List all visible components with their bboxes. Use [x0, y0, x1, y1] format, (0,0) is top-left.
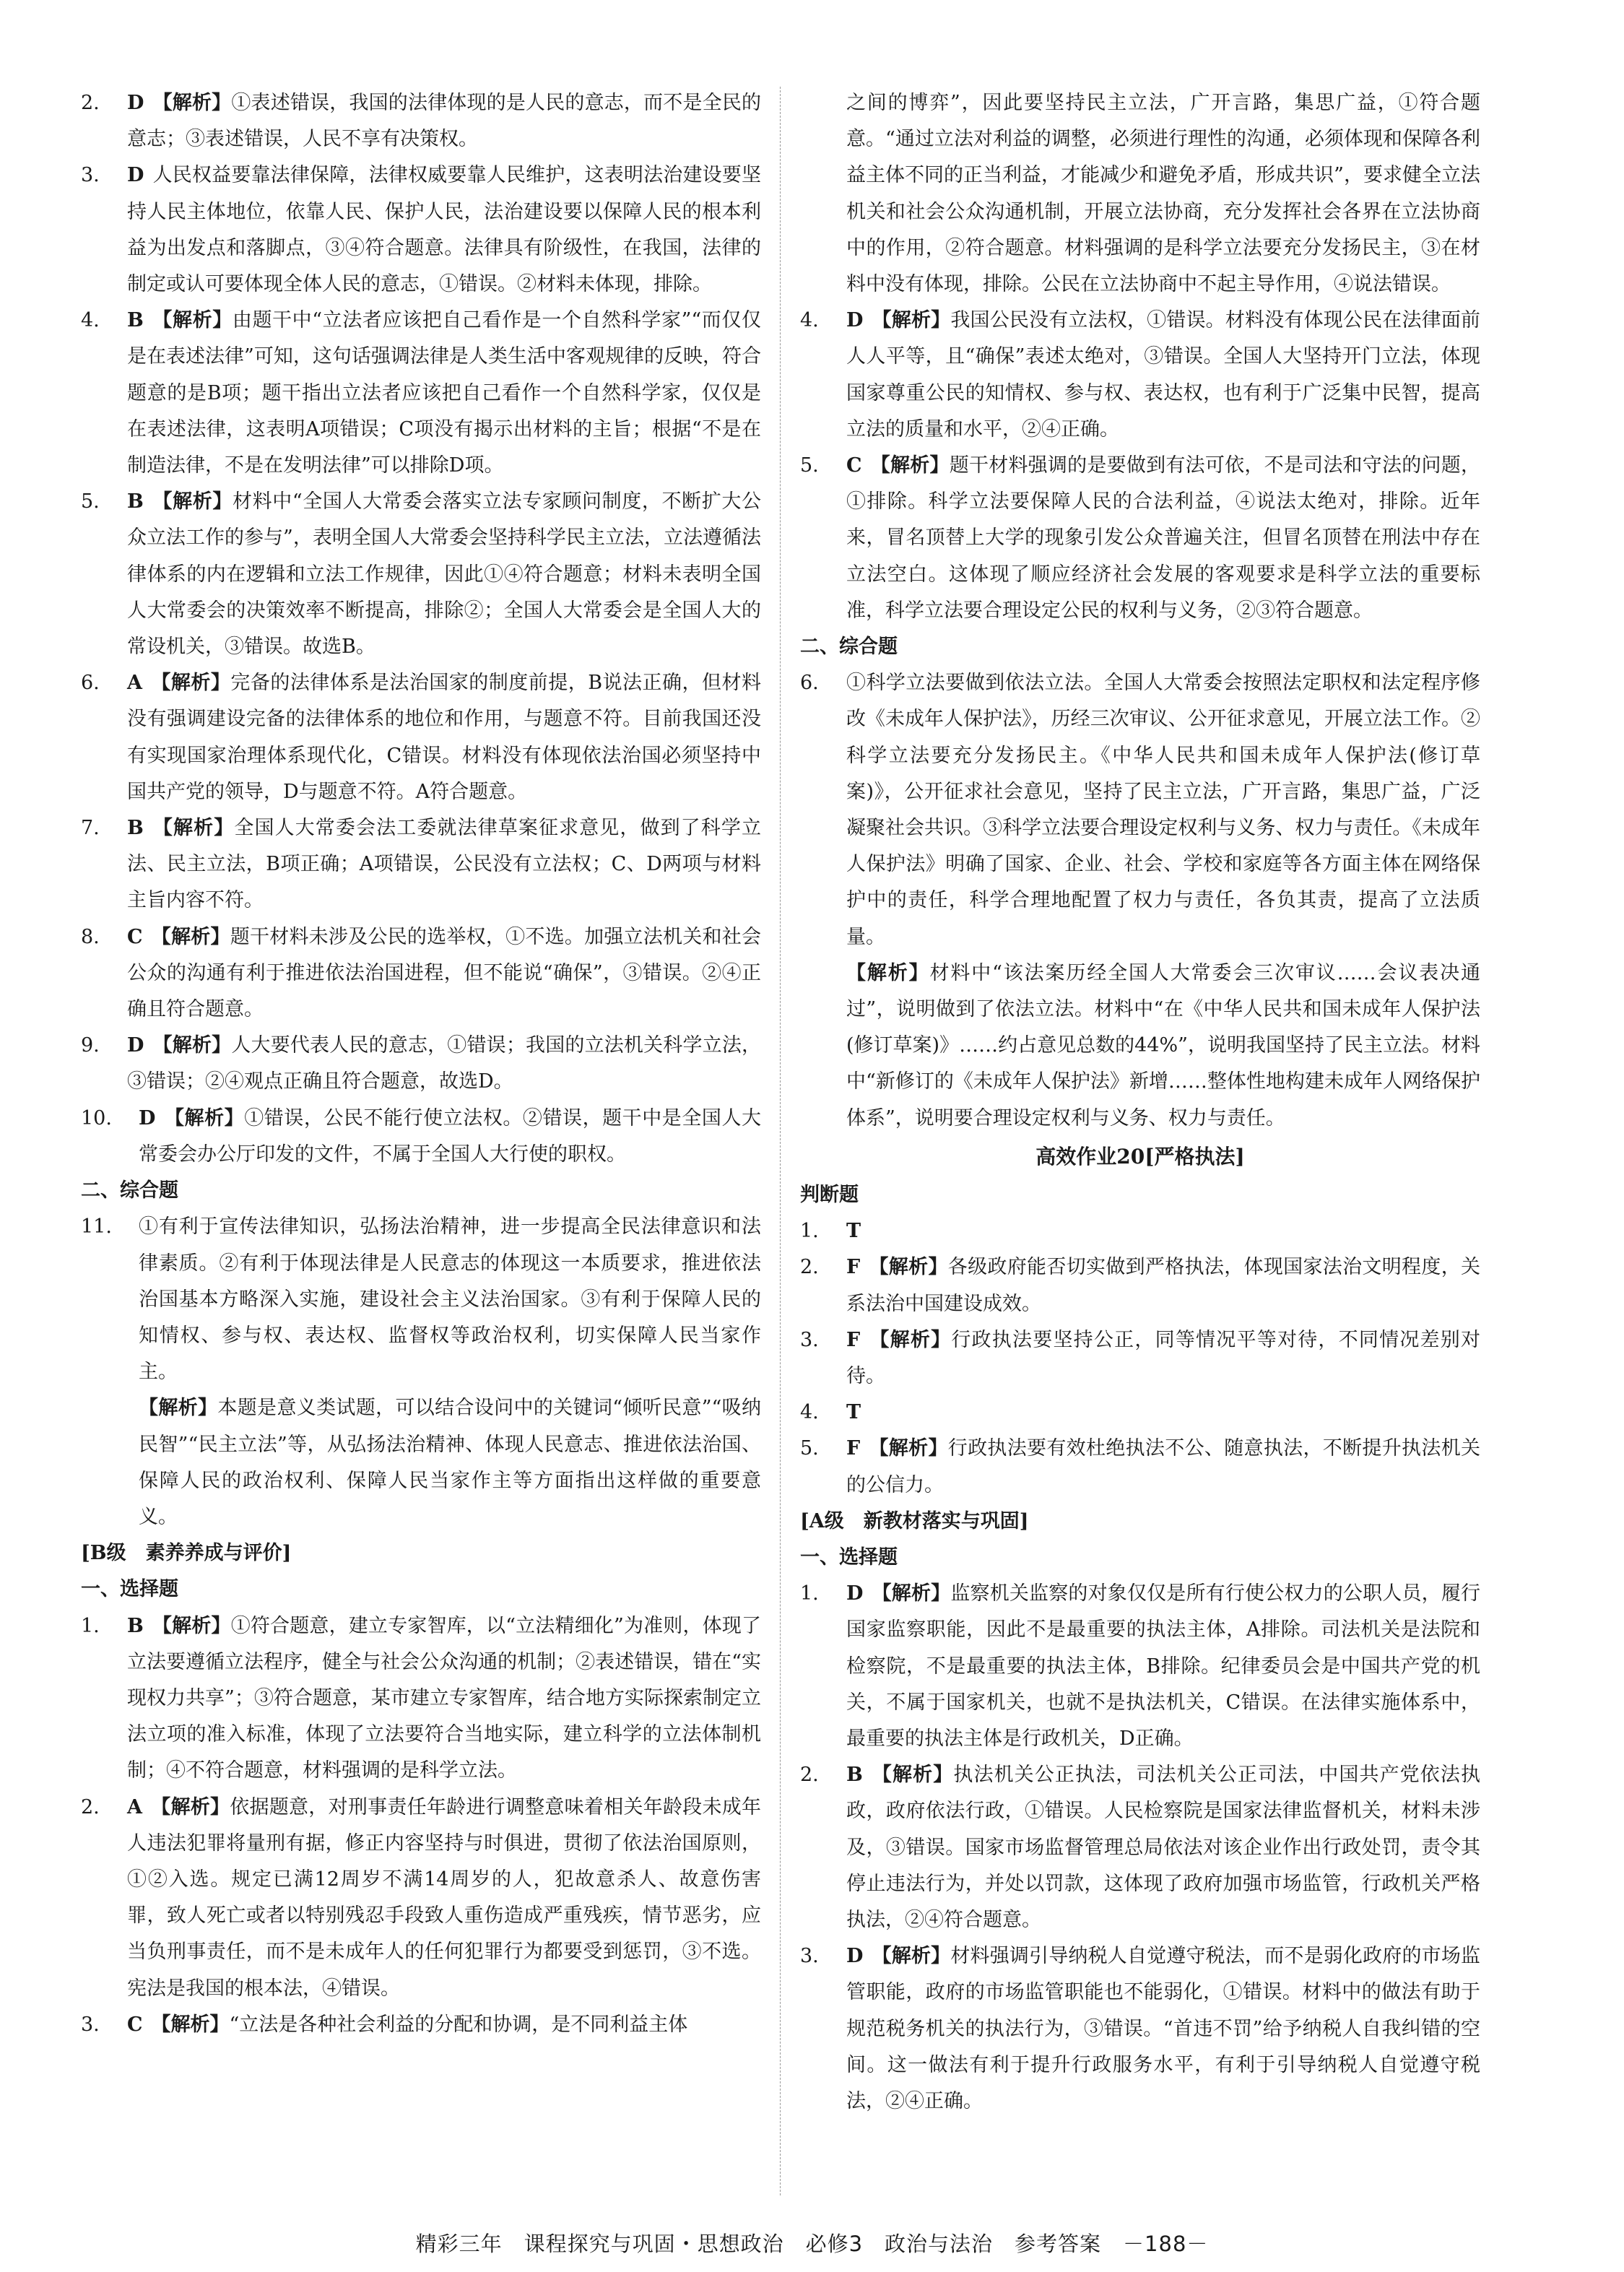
analysis-tag: 【解析】	[150, 672, 231, 695]
answer-item	[800, 1249, 1480, 1322]
answer-letter: B	[127, 817, 144, 840]
answer-item	[800, 1938, 1480, 2120]
answer-letter: F	[846, 1256, 861, 1279]
section-heading: 二、综合题	[800, 636, 898, 659]
answer-item	[81, 665, 761, 810]
answer-item	[800, 1213, 1480, 1249]
answer-item	[81, 919, 761, 1028]
item-number: 1.	[81, 1614, 100, 1637]
analysis-text: 人大要代表人民的意志，①错误；我国的立法机关科学立法，③错误；②④观点正确且符合题意，故选D。	[127, 1034, 762, 1093]
item-number: 5.	[800, 454, 819, 477]
analysis-text: 全国人大常委会法工委就法律草案征求意见，做到了科学立法、民主立法，B项正确；A项错误，公民没有立法权；C、D两项与材料主旨内容不符。	[127, 817, 762, 912]
analysis-text: ①表述错误，我国的法律体现的是人民的意志，而不是全民的意志；③表述错误，人民不享有决策权。	[127, 92, 762, 151]
level-heading	[81, 1535, 761, 1571]
item-number: 3.	[800, 1328, 819, 1351]
answer-item	[81, 303, 761, 484]
answer-letter: C	[127, 2013, 143, 2036]
item-number: 3.	[81, 2013, 100, 2036]
answer-letter: D	[127, 1034, 144, 1057]
analysis-text: 行政执法要坚持公正，同等情况平等对待，不同情况差别对待。	[846, 1328, 1481, 1387]
analysis-text: 各级政府能否切实做到严格执法，体现国家法治文明程度，关系法治中国建设成效。	[846, 1256, 1481, 1315]
level-code: [B级	[81, 1542, 126, 1565]
analysis-tag: 【解析】	[871, 1764, 954, 1787]
analysis-tag: 【解析】	[872, 1945, 951, 1968]
left-column	[81, 85, 761, 2043]
section-heading: 一、选择题	[800, 1545, 898, 1569]
analysis-tag: 【解析】	[139, 1397, 218, 1420]
answer-item	[800, 1431, 1480, 1503]
answer-item	[81, 157, 761, 303]
analysis-text: 材料中“该法案历经全国人大常委会三次审议……会议表决通过”，说明做到了依法立法。材料中“在《中华人民共和国未成年人保护法(修订草案)》……约占意见总数的44%”，说明我国坚持了民主立法。材料中“新修订的《未成年人保护法》新增……整体性地构建未成年人网络保护体系”，说明要合理设定权利与义务、权力与责任。	[846, 961, 1480, 1130]
analysis-tag: 【解析】	[152, 92, 232, 114]
analysis-text: 题干材料未涉及公民的选举权，①不选。加强立法机关和社会公众的沟通有利于推进依法治国进程，但不能说“确保”，③错误。②④正确且符合题意。	[127, 925, 762, 1021]
analysis-text: ①错误，公民不能行使立法权。②错误，题干中是全国人大常委会办公厅印发的文件，不属于全国人大行使的职权。	[139, 1106, 762, 1166]
homework-title: 高效作业20[严格执法]	[1035, 1144, 1245, 1168]
analysis-text: 本题是意义类试题，可以结合设问中的关键词“倾听民意”“吸纳民智”“民主立法”等，从弘扬法治精神、体现人民意志、推进依法治国、保障人民的政治权利、保障人民当家作主等方面指出这样做的重要意义。	[139, 1397, 761, 1528]
analysis-tag: 【解析】	[150, 1795, 230, 1818]
item-number: 2.	[81, 92, 100, 114]
answer-item	[81, 1101, 761, 1173]
section-heading: 二、综合题	[81, 1179, 178, 1202]
analysis-text: 材料强调引导纳税人自觉遵守税法，而不是弱化政府的市场监管职能，政府的市场监管职能也不能弱化，①错误。材料中的做法有助于规范税务机关的执法行为，③错误。“首违不罚”给予纳税人自我纠错的空间。这一做法有利于提升行政服务水平，有利于引导纳税人自觉遵守税法，②④正确。	[846, 1945, 1481, 2112]
answer-item	[800, 1576, 1480, 1757]
analysis-tag: 【解析】	[846, 961, 930, 984]
answer-letter: T	[846, 1220, 861, 1243]
item-number: 5.	[81, 490, 100, 513]
answer-letter: C	[127, 925, 143, 948]
analysis-tag: 【解析】	[870, 454, 950, 477]
item-number: 6.	[81, 672, 100, 695]
analysis-text: 执法机关公正执法，司法机关公正司法，中国共产党依法执政，政府依法行政，①错误。人民检察院是国家法律监督机关，材料未涉及，③错误。国家市场监督管理总局依法对该企业作出行政处罚，责令其停止违法行为，并处以罚款，这体现了政府加强市场监管，行政机关严格执法，②④符合题意。	[846, 1764, 1481, 1931]
level-label: 素养养成与评价]	[145, 1542, 292, 1565]
section-heading: 判断题	[800, 1183, 859, 1206]
answer-item	[81, 810, 761, 919]
analysis-text: ①符合题意，建立专家智库，以“立法精细化”为准则，体现了立法要遵循立法程序，健全与社会公众沟通的机制；②表述错误，错在“实现权力共享”；③符合题意，某市建立专家智库，结合地方实际探索制定立法立项的准入标准，体现了立法要符合当地实际，建立科学的立法体制机制；④不符合题意，材料强调的是科学立法。	[127, 1614, 762, 1782]
analysis-tag: 【解析】	[872, 309, 951, 332]
answer-letter: D	[846, 1945, 864, 1968]
item-number: 3.	[81, 164, 100, 187]
level-label: 新教材落实与巩固]	[863, 1509, 1029, 1532]
item-number: 3.	[800, 1945, 819, 1968]
answer-item	[800, 448, 1480, 629]
answer-letter: F	[846, 1437, 861, 1460]
analysis-tag: 【解析】	[869, 1437, 948, 1460]
analysis-tag: 【解析】	[152, 817, 235, 840]
answer-letter: D	[139, 1106, 156, 1130]
answer-letter: D	[127, 164, 144, 187]
item-number: 6.	[800, 672, 819, 695]
item-number: 10.	[81, 1106, 112, 1130]
analysis-text: “立法是各种社会利益的分配和协调，是不同利益主体	[229, 2013, 688, 2036]
answer-item	[800, 303, 1480, 448]
analysis-text: 人民权益要靠法律保障，法律权威要靠人民维护，这表明法治建设要坚持人民主体地位，依靠人民、保护人民，法治建设要以保障人民的根本利益为出发点和落脚点，③④符合题意。法律具有阶级性，在我国，法律的制定或认可要体现全体人民的意志，①错误。②材料未体现，排除。	[127, 164, 761, 296]
item-number: 4.	[800, 309, 819, 332]
analysis-text: 由题干中“立法者应该把自己看作是一个自然科学家”“而仅仅是在表述法律”可知，这句话强调法律是人类生活中客观规律的反映，符合题意的是B项；题干指出立法者应该把自己看作一个自然科学家，仅仅是在表述法律，这表明A项错误；C项没有揭示出材料的主旨；根据“不是在制造法律，不是在发明法律”可以排除D项。	[127, 309, 761, 477]
answer-item	[81, 1028, 761, 1100]
answer-letter: B	[127, 1614, 144, 1637]
answer-letter: B	[846, 1764, 863, 1787]
analysis-tag: 【解析】	[872, 1582, 951, 1605]
analysis-text: ①科学立法要做到依法立法。全国人大常委会按照法定职权和法定程序修改《未成年人保护法》，历经三次审议、公开征求意见，开展立法工作。②科学立法要充分发扬民主。《中华人民共和国未成年人保护法(修订草案)》，公开征求社会意见，坚持了民主立法，广开言路，集思广益，广泛凝聚社会共识。③科学立法要合理设定权利与义务、权力与责任。《未成年人保护法》明确了国家、企业、社会、学校和家庭等各方面主体在网络保护中的责任，科学合理地配置了权力与责任，各负其责，提高了立法质量。	[846, 672, 1480, 948]
item-number: 4.	[81, 309, 100, 332]
item-number: 7.	[81, 817, 100, 840]
item-number: 2.	[800, 1764, 819, 1787]
analysis-tag: 【解析】	[152, 1614, 231, 1637]
answer-letter: A	[127, 672, 142, 695]
item-number: 4.	[800, 1401, 819, 1424]
answer-item	[800, 1395, 1480, 1431]
analysis-note	[800, 85, 1480, 303]
item-number: 1.	[800, 1582, 819, 1605]
answer-letter: B	[127, 490, 144, 513]
answer-item	[81, 484, 761, 665]
analysis-text: ①有利于宣传法律知识，弘扬法治精神，进一步提高全民法律意识和法律素质。②有利于体现法律是人民意志的体现这一本质要求，推进依法治国基本方略深入实施，建设社会主义法治国家。③有利于保障人民的知情权、参与权、表达权、监督权等政治权利，切实保障人民当家作主。	[139, 1215, 761, 1384]
analysis-tag: 【解析】	[869, 1328, 952, 1351]
level-heading	[800, 1504, 1480, 1540]
analysis-tag: 【解析】	[869, 1256, 948, 1279]
analysis-tag: 【解析】	[164, 1106, 245, 1130]
analysis-text: 完备的法律体系是法治国家的制度前提，B说法正确，但材料没有强调建设完备的法律体系的地位和作用，与题意不符。目前我国还没有实现国家治理体系现代化，C错误。材料没有体现依法治国必须坚持中国共产党的领导，D与题意不符。A符合题意。	[127, 672, 761, 803]
answer-letter: D	[846, 1582, 864, 1605]
answer-item	[800, 1322, 1480, 1395]
answer-letter: D	[127, 92, 144, 114]
item-number: 5.	[800, 1437, 819, 1460]
analysis-text: 我国公民没有立法权，①错误。材料没有体现公民在法律面前人人平等，且“确保”表述太绝对，③错误。全国人大坚持开门立法，体现国家尊重公民的知情权、参与权、表达权，也有利于广泛集中民智，提高立法的质量和水平，②④正确。	[846, 309, 1481, 441]
analysis-text: 之间的博弈”，因此要坚持民主立法，广开言路，集思广益，①符合题意。“通过立法对利益的调整，必须进行理性的沟通，必须体现和保障各利益主体不同的正当利益，才能减少和避免矛盾，形成共识”，要求健全立法机关和社会公众沟通机制，开展立法协商，充分发挥社会各界在立法协商中的作用，②符合题意。材料强调的是科学立法要充分发扬民主，③在材料中没有体现，排除。公民在立法协商中不起主导作用，④说法错误。	[846, 92, 1480, 296]
answer-letter: B	[127, 309, 144, 332]
answer-item	[81, 1790, 761, 2007]
analysis-tag: 【解析】	[152, 490, 233, 513]
analysis-tag: 【解析】	[152, 309, 233, 332]
answer-letter: C	[846, 454, 862, 477]
answer-item	[81, 85, 761, 157]
page-footer: 精彩三年 课程探究与巩固・思想政治 必修3 政治与法治 参考答案 －188－	[415, 2232, 1209, 2256]
analysis-note	[81, 1390, 761, 1535]
item-number: 9.	[81, 1034, 100, 1057]
item-number: 8.	[81, 925, 100, 948]
analysis-text: 依据题意，对刑事责任年龄进行调整意味着相关年龄段未成年人违法犯罪将量刑有据，修正内容坚持与时俱进，贯彻了依法治国原则，①②入选。规定已满12周岁不满14周岁的人，犯故意杀人、故意伤害罪，致人死亡或者以特别残忍手段致人重伤造成严重残疾，情节恶劣，应当负刑事责任，而不是未成年人的任何犯罪行为都要受到惩罚，③不选。宪法是我国的根本法，④错误。	[127, 1795, 762, 2000]
answer-letter: T	[846, 1401, 861, 1424]
analysis-tag: 【解析】	[151, 2013, 230, 2036]
item-number: 11.	[81, 1215, 112, 1239]
right-column	[800, 85, 1480, 2120]
item-number: 2.	[800, 1256, 819, 1279]
analysis-text: 行政执法要有效杜绝执法不公、随意执法，不断提升执法机关的公信力。	[846, 1437, 1481, 1496]
answer-item	[800, 1757, 1480, 1938]
answer-item	[81, 2007, 761, 2043]
item-number: 2.	[81, 1795, 100, 1818]
answer-letter: F	[846, 1328, 861, 1351]
answer-letter: D	[846, 309, 864, 332]
section-heading: 一、选择题	[81, 1578, 178, 1601]
answer-item	[800, 665, 1480, 955]
analysis-text: 监察机关监察的对象仅仅是所有行使公权力的公职人员，履行国家监察职能，因此不是最重要的执法主体，A排除。司法机关是法院和检察院，不是最重要的执法主体，B排除。纪律委员会是中国共产党的机关，不属于国家机关，也就不是执法机关，C错误。在法律实施体系中，最重要的执法主体是行政机关，D正确。	[846, 1582, 1481, 1750]
column-divider	[780, 87, 781, 2195]
level-code: [A级	[800, 1509, 844, 1532]
analysis-tag: 【解析】	[152, 1034, 232, 1057]
analysis-note	[800, 955, 1480, 1137]
analysis-text: 题干材料强调的是要做到有法可依，不是司法和守法的问题，①排除。科学立法要保障人民的合法利益，④说法太绝对，排除。近年来，冒名顶替上大学的现象引发公众普遍关注，但冒名顶替在刑法中存在立法空白。这体现了顺应经济社会发展的客观要求是科学立法的重要标准，科学立法要合理设定公民的权利与义务，②③符合题意。	[846, 454, 1481, 622]
analysis-tag: 【解析】	[151, 925, 230, 948]
answer-item	[81, 1608, 761, 1790]
item-number: 1.	[800, 1220, 819, 1243]
answer-letter: A	[127, 1795, 142, 1818]
analysis-text: 材料中“全国人大常委会落实立法专家顾问制度，不断扩大公众立法工作的参与”，表明全国人大常委会坚持科学民主立法，立法遵循法律体系的内在逻辑和立法工作规律，因此①④符合题意；材料未表明全国人大常委会的决策效率不断提高，排除②；全国人大常委会是全国人大的常设机关，③错误。故选B。	[127, 490, 761, 659]
answer-item	[81, 1209, 761, 1390]
